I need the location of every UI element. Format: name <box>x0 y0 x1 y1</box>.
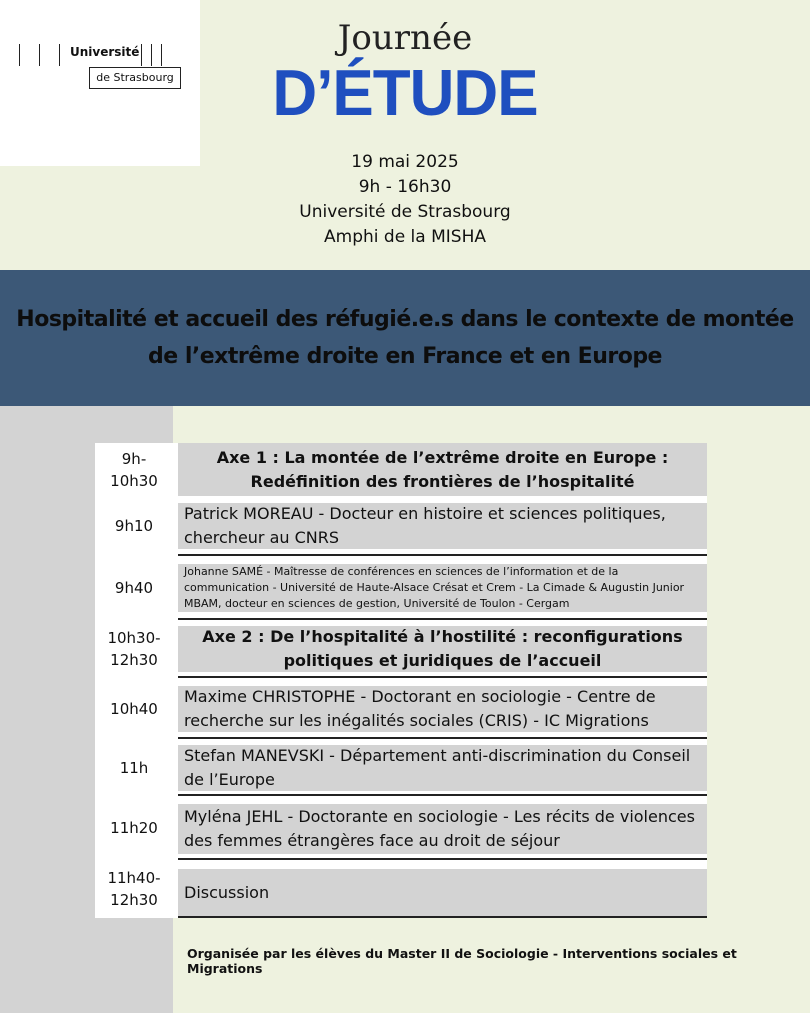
row-text: Stefan MANEVSKI - Département anti-discrimination du Conseil de l’Europe <box>178 745 707 791</box>
footer-organizers: Organisée par les élèves du Master II de Sociologie - Interventions sociales et Migrations <box>187 946 737 976</box>
schedule-row <box>95 678 707 739</box>
logo-bars-right <box>141 44 171 66</box>
theme-band <box>0 270 810 406</box>
row-text: Maxime CHRISTOPHE - Doctorant en sociologie - Centre de recherche sur les inégalités sociales (CRIS) - IC Migrations <box>178 686 707 732</box>
title-etude: D’ÉTUDE <box>272 57 538 130</box>
schedule-row <box>95 796 707 860</box>
title-journee: Journée <box>337 18 473 58</box>
event-room: Amphi de la MISHA <box>324 227 486 247</box>
row-text: Johanne SAMÉ - Maîtresse de conférences en sciences de l’information et de la communication - Université de Haute-Alsace Crésat et Crem - La Cimade & Augustin Junior MBAM, docteur en sciences de gestion, Université de Toulon - Cergam <box>178 564 707 612</box>
row-time: 11h40- 12h30 <box>107 869 161 909</box>
row-text: Axe 1 : La montée de l’extrême droite en Europe : Redéfinition des frontières de l’hospitalité <box>178 443 707 496</box>
event-time: 9h - 16h30 <box>358 177 452 197</box>
row-time: 11h <box>119 758 149 777</box>
row-text: Patrick MOREAU - Docteur en histoire et sciences politiques, chercheur au CNRS <box>178 503 707 549</box>
row-text: Discussion <box>178 869 707 916</box>
logo-university-text: Université <box>70 45 140 59</box>
row-text: Axe 2 : De l’hospitalité à l’hostilité : reconfigurations politiques et juridiques de l’accueil <box>178 626 707 672</box>
logo-strasbourg-text: de Strasbourg <box>89 67 181 89</box>
schedule-row <box>95 496 707 556</box>
row-time: 10h40 <box>110 699 158 718</box>
schedule-table <box>95 443 707 918</box>
row-time: 10h30- 12h30 <box>107 629 161 669</box>
row-time: 11h20 <box>110 819 158 837</box>
schedule-row <box>95 556 707 620</box>
schedule-row <box>95 860 707 918</box>
event-info <box>240 150 570 250</box>
row-time: 9h10 <box>114 517 154 535</box>
event-date: 19 mai 2025 <box>351 152 459 172</box>
row-time: 9h- 10h30 <box>110 449 158 490</box>
university-logo <box>0 0 200 166</box>
theme-title: Hospitalité et accueil des réfugié.e.s dans le contexte de montée de l’extrême droite en France et en Europe <box>16 307 794 369</box>
row-text: Myléna JEHL - Doctorante en sociologie - Les récits de violences des femmes étrangères face au droit de séjour <box>178 804 707 854</box>
row-time: 9h40 <box>114 579 154 597</box>
event-place: Université de Strasbourg <box>299 202 511 222</box>
schedule-row <box>95 739 707 796</box>
schedule-row-axe-1 <box>95 443 707 496</box>
schedule-row-axe-2 <box>95 620 707 678</box>
row-rule <box>178 916 707 918</box>
